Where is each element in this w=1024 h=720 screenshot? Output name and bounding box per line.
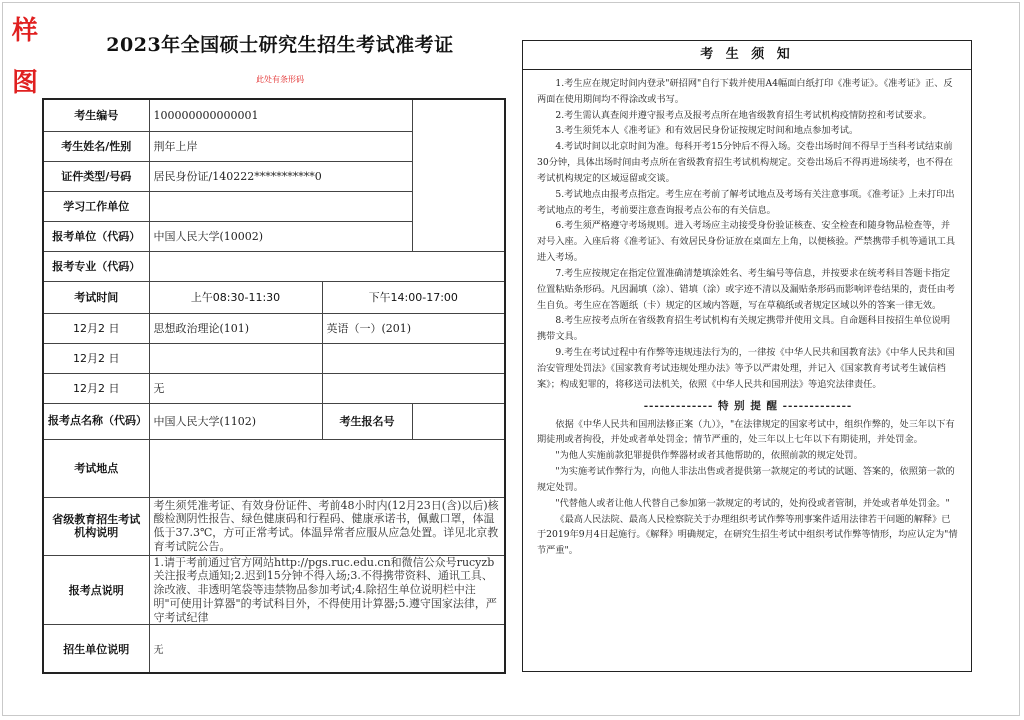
session-pm <box>322 343 505 373</box>
session-date: 12月2 日 <box>43 313 149 343</box>
name-label: 考生姓名/性别 <box>43 131 149 161</box>
session-pm: 英语（一）(201) <box>322 313 505 343</box>
test-center-label: 报考点名称（代码） <box>43 403 149 439</box>
provincial-text: 考生须凭准考证、有效身份证件、考前48小时内(12月23日(含)以后)核酸检测阴性报告、绿色健康码和行程码、健康承诺书，佩戴口罩，体温低于37.3℃，方可正常考试。体温异常者应服从应急处置。详见北京教育考试院公告。 <box>149 497 505 555</box>
page-title: 2023年全国硕士研究生招生考试准考证 <box>106 34 454 56</box>
afternoon-slot: 下午14:00-17:00 <box>322 281 505 313</box>
sample-watermark-1: 样 <box>12 16 39 46</box>
school-note-label: 招生单位说明 <box>43 625 149 673</box>
notice-item: 7.考生应按规定在指定位置准确清楚填涂姓名、考生编号等信息，并按要求在统考科目答题卡指定位置粘贴条形码。凡因漏填（涂）、错填（涂）或字迹不清以及漏贴条形码而影响评卷结果的，责任由考生自负。考生应在答题纸（卡）规定的区域内答题，写在草稿纸或者规定区域以外的答案一律无效。 <box>537 267 956 311</box>
session-am: 思想政治理论(101) <box>149 313 322 343</box>
session-date: 12月2 日 <box>43 343 149 373</box>
photo-area <box>412 99 505 251</box>
barcode-placeholder: 此处有条形码 <box>256 75 304 84</box>
exam-id-value: 100000000000001 <box>149 99 412 131</box>
exam-id-label: 考生编号 <box>43 99 149 131</box>
session-date: 12月2 日 <box>43 373 149 403</box>
seat-label: 考生报名号 <box>322 403 412 439</box>
special-item: 《最高人民法院、最高人民检察院关于办理组织考试作弊等刑事案件适用法律若干问题的解释》已于2019年9月4日起施行。《解释》明确规定，在研究生招生考试中组织考试作弊等情形，均应认定为"情节严重"。 <box>537 513 958 557</box>
morning-slot: 上午08:30-11:30 <box>149 281 322 313</box>
school-note-value: 无 <box>149 625 505 673</box>
location-label: 考试地点 <box>43 439 149 497</box>
test-center-value: 中国人民大学(1102) <box>149 403 322 439</box>
special-item: "代替他人或者让他人代替自己参加第一款规定的考试的，处拘役或者管制，并处或者单处罚金。" <box>555 497 950 509</box>
notice-item: 9.考生在考试过程中有作弊等违规违法行为的，一律按《中华人民共和国教育法》《中华人民共和国治安管理处罚法》《国家教育考试违规处理办法》等予以严肃处理，并记入《国家教育考试考生诚信档案》；构成犯罪的，将移送司法机关，依照《中华人民共和国刑法》等追究法律责任。 <box>537 347 955 390</box>
row-center-note <box>43 555 505 625</box>
row-test-center <box>43 403 505 439</box>
apply-unit-label: 报考单位（代码） <box>43 221 149 251</box>
sample-watermark-2: 图 <box>12 68 39 98</box>
special-reminder-title: ------------- 特 别 提 醒 ------------- <box>643 399 853 412</box>
session-pm <box>322 373 505 403</box>
row-exam-id <box>43 99 505 131</box>
notice-item: 1.考生应在规定时间内登录"研招网"自行下载并使用A4幅面白纸打印《准考证》。《准考证》正、反两面在使用期间均不得涂改或书写。 <box>537 78 953 105</box>
work-unit-label: 学习工作单位 <box>43 191 149 221</box>
row-provincial <box>43 497 505 555</box>
exam-notice-panel <box>522 40 972 672</box>
location-value <box>149 439 505 497</box>
special-item: "为实施考试作弊行为，向他人非法出售或者提供第一款规定的考试的试题、答案的，依照第一款的规定处罚。 <box>537 466 955 493</box>
notice-title: 考 生 须 知 <box>523 41 971 70</box>
id-label: 证件类型/号码 <box>43 161 149 191</box>
exam-time-label: 考试时间 <box>43 281 149 313</box>
session-row <box>43 343 505 373</box>
row-exam-time <box>43 281 505 313</box>
session-am: 无 <box>149 373 322 403</box>
provincial-label: 省级教育招生考试机构说明 <box>43 497 149 555</box>
row-location <box>43 439 505 497</box>
apply-major-label: 报考专业（代码） <box>43 251 149 281</box>
apply-major-value <box>149 251 505 281</box>
row-apply-major <box>43 251 505 281</box>
session-am <box>149 343 322 373</box>
notice-body <box>523 70 971 559</box>
apply-unit-value: 中国人民大学(10002) <box>149 221 412 251</box>
special-item: 依据《中华人民共和国刑法修正案（九）》，"在法律规定的国家考试中，组织作弊的，处三年以下有期徒刑或者拘役，并处或者单处罚金；情节严重的，处三年以上七年以下有期徒刑，并处罚金。 <box>537 418 955 446</box>
center-note-text: 1.请于考前通过官方网站http://pgs.ruc.edu.cn和微信公众号rucyzb关注报考点通知;2.迟到15分钟不得入场;3.不得携带资料、通讯工具、涂改液、非透明笔袋等违禁物品参加考试;4.除招生单位说明栏中注明"可使用计算器"的考试科目外，不得使用计算器;5.遵守国家法律，严守考试纪律 <box>149 555 505 625</box>
notice-item: 2.考生需认真查阅并遵守报考点及报考点所在地省级教育招生考试机构疫情防控和考试要求。 <box>555 109 932 121</box>
notice-item: 4.考试时间以北京时间为准。每科开考15分钟后不得入场。交卷出场时间不得早于当科考试结束前30分钟，具体出场时间由考点所在省级教育招生考试机构规定。交卷出场后不得再进场续考，也不得在考试机构规定的区域逗留或交谈。 <box>537 141 953 184</box>
notice-item: 6.考生须严格遵守考场规则。进入考场应主动接受身份验证核查、安全检查和随身物品检查等，并对号入座。入座后将《准考证》、有效居民身份证放在桌面左上角，以便核验。严禁携带手机等通讯工具进入考场。 <box>537 220 956 264</box>
notice-item: 5.考试地点由报考点指定。考生应在考前了解考试地点及考场有关注意事项。《准考证》上未打印出考试地点的考生，考前要注意查询报考点公布的有关信息。 <box>537 188 955 216</box>
admission-info-table <box>42 98 506 674</box>
row-school-note <box>43 625 505 673</box>
seat-value <box>412 403 505 439</box>
id-value: 居民身份证/140222***********0 <box>149 161 412 191</box>
special-item: "为他人实施前款犯罪提供作弊器材或者其他帮助的，依照前款的规定处罚。 <box>555 450 863 462</box>
session-row <box>43 373 505 403</box>
notice-item: 3.考生须凭本人《准考证》和有效居民身份证按规定时间和地点参加考试。 <box>555 125 859 137</box>
notice-item: 8.考生应按考点所在省级教育招生考试机构有关规定携带并使用文具。自命题科目按招生单位说明携带文具。 <box>537 315 951 343</box>
work-unit-value <box>149 191 412 221</box>
session-row <box>43 313 505 343</box>
name-value: 荆年上岸 <box>149 131 412 161</box>
center-note-label: 报考点说明 <box>43 555 149 625</box>
